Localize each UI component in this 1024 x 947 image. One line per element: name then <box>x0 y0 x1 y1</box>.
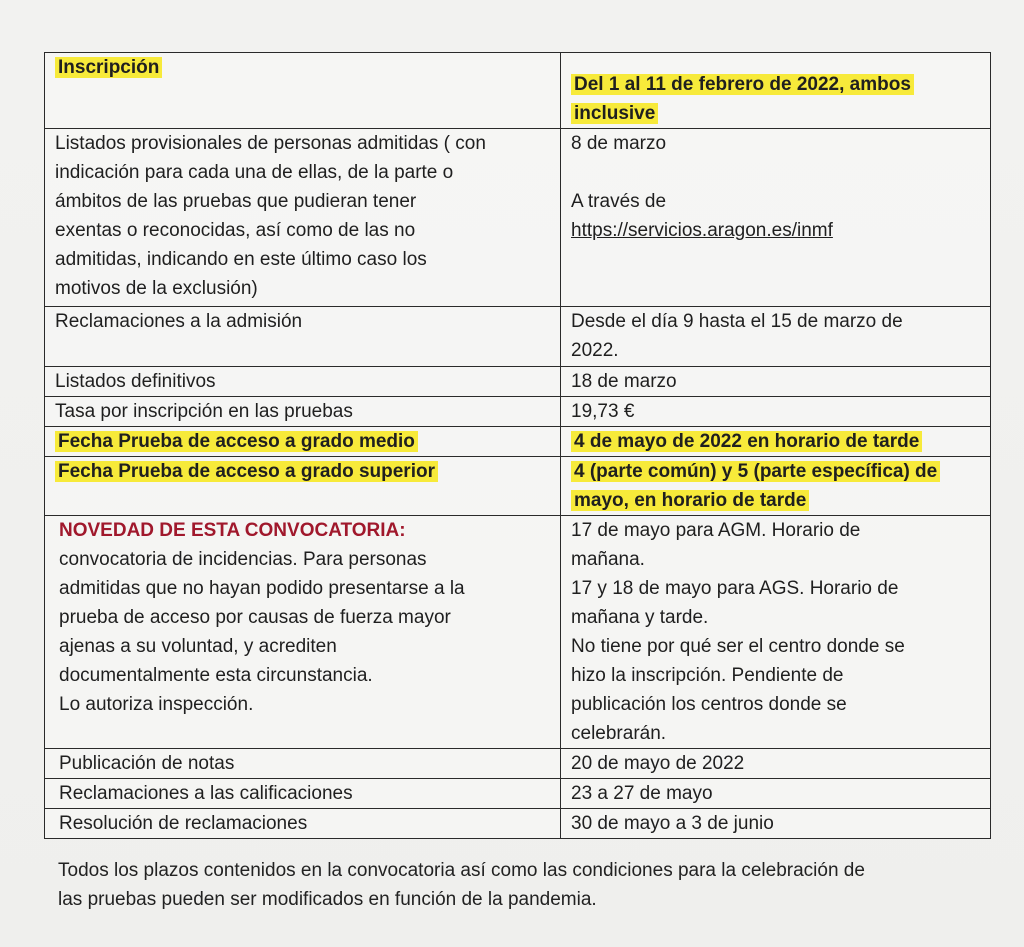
row-tasa <box>45 397 991 427</box>
novedad-value-line: publicación los centros donde se <box>571 694 847 715</box>
publicacion-notas-label: Publicación de notas <box>59 753 235 774</box>
cell-listados-definitivos-value <box>561 367 991 397</box>
cell-grado-medio-label <box>45 427 561 457</box>
row-grado-superior <box>45 457 991 516</box>
listados-provisionales-via: A través de <box>571 191 667 212</box>
novedad-line: ajenas a su voluntad, y acrediten <box>59 636 337 657</box>
cell-listados-provisionales-label <box>45 129 561 307</box>
novedad-value-line: 17 de mayo para AGM. Horario de <box>571 520 861 541</box>
row-reclamaciones-calificaciones <box>45 779 991 809</box>
schedule-document <box>44 52 990 839</box>
grado-medio-value: 4 de mayo de 2022 en horario de tarde <box>571 431 922 452</box>
cell-reclamaciones-admision-value <box>561 307 991 367</box>
row-publicacion-notas <box>45 749 991 779</box>
novedad-line: convocatoria de incidencias. Para personas <box>59 549 427 570</box>
cell-tasa-label <box>45 397 561 427</box>
cell-novedad-label <box>45 516 561 749</box>
cell-resolucion-value <box>561 809 991 839</box>
row-listados-definitivos <box>45 367 991 397</box>
novedad-line: prueba de acceso por causas de fuerza mayor <box>59 607 451 628</box>
footer-line1: Todos los plazos contenidos en la convocatoria así como las condiciones para la celebración de <box>58 860 865 881</box>
reclamaciones-calificaciones-label: Reclamaciones a las calificaciones <box>59 783 353 804</box>
publicacion-notas-value: 20 de mayo de 2022 <box>571 753 745 774</box>
schedule-table <box>44 52 991 839</box>
novedad-value-line: mañana. <box>571 549 645 570</box>
inscripcion-value-line1: Del 1 al 11 de febrero de 2022, ambos <box>571 74 914 95</box>
novedad-value-line: mañana y tarde. <box>571 607 709 628</box>
cell-inscripcion-value <box>561 53 991 129</box>
cell-resolucion-label <box>45 809 561 839</box>
grado-superior-label: Fecha Prueba de acceso a grado superior <box>55 461 438 482</box>
grado-superior-value-line1: 4 (parte común) y 5 (parte específica) de <box>571 461 940 482</box>
footer-line2: las pruebas pueden ser modificados en función de la pandemia. <box>58 889 597 910</box>
listados-definitivos-label: Listados definitivos <box>55 371 216 392</box>
tasa-value: 19,73 € <box>571 401 635 422</box>
cell-tasa-value <box>561 397 991 427</box>
inscripcion-value-line2: inclusive <box>571 103 658 124</box>
grado-superior-value-line2: mayo, en horario de tarde <box>571 490 809 511</box>
grado-medio-label: Fecha Prueba de acceso a grado medio <box>55 431 418 452</box>
cell-grado-superior-label <box>45 457 561 516</box>
footer-note <box>58 856 988 914</box>
listados-provisionales-line: exentas o reconocidas, así como de las no <box>55 220 416 241</box>
cell-publicacion-notas-label <box>45 749 561 779</box>
novedad-line: documentalmente esta circunstancia. <box>59 665 373 686</box>
spacer <box>571 158 984 187</box>
listados-provisionales-line: ámbitos de las pruebas que pudieran tener <box>55 191 417 212</box>
row-novedad <box>45 516 991 749</box>
reclamaciones-admision-value-line2: 2022. <box>571 340 619 361</box>
novedad-value-line: celebrarán. <box>571 723 667 744</box>
reclamaciones-admision-label: Reclamaciones a la admisión <box>55 311 303 332</box>
novedad-line: Lo autoriza inspección. <box>59 694 254 715</box>
listados-definitivos-value: 18 de marzo <box>571 371 677 392</box>
cell-publicacion-notas-value <box>561 749 991 779</box>
row-inscripcion <box>45 53 991 129</box>
cell-reclamaciones-calificaciones-value <box>561 779 991 809</box>
reclamaciones-calificaciones-value: 23 a 27 de mayo <box>571 783 713 804</box>
tasa-label: Tasa por inscripción en las pruebas <box>55 401 353 422</box>
cell-inscripcion-label <box>45 53 561 129</box>
novedad-value-line: 17 y 18 de mayo para AGS. Horario de <box>571 578 899 599</box>
servicios-aragon-link[interactable]: https://servicios.aragon.es/inmf <box>571 220 833 241</box>
listados-provisionales-line: motivos de la exclusión) <box>55 278 258 299</box>
cell-reclamaciones-calificaciones-label <box>45 779 561 809</box>
novedad-value-line: hizo la inscripción. Pendiente de <box>571 665 844 686</box>
cell-listados-definitivos-label <box>45 367 561 397</box>
cell-reclamaciones-admision-label <box>45 307 561 367</box>
inscripcion-label: Inscripción <box>55 57 162 78</box>
listados-provisionales-line: Listados provisionales de personas admitidas ( con <box>55 133 486 154</box>
row-grado-medio <box>45 427 991 457</box>
row-reclamaciones-admision <box>45 307 991 367</box>
cell-novedad-value <box>561 516 991 749</box>
listados-provisionales-line: indicación para cada una de ellas, de la parte o <box>55 162 454 183</box>
cell-grado-medio-value <box>561 427 991 457</box>
resolucion-label: Resolución de reclamaciones <box>59 813 308 834</box>
reclamaciones-admision-value-line1: Desde el día 9 hasta el 15 de marzo de <box>571 311 903 332</box>
resolucion-value: 30 de mayo a 3 de junio <box>571 813 774 834</box>
listados-provisionales-line: admitidas, indicando en este último caso los <box>55 249 427 270</box>
cell-listados-provisionales-value <box>561 129 991 307</box>
cell-grado-superior-value <box>561 457 991 516</box>
listados-provisionales-date: 8 de marzo <box>571 133 667 154</box>
novedad-line: admitidas que no hayan podido presentarse a la <box>59 578 465 599</box>
novedad-title: NOVEDAD DE ESTA CONVOCATORIA: <box>59 520 406 541</box>
row-listados-provisionales <box>45 129 991 307</box>
novedad-value-line: No tiene por qué ser el centro donde se <box>571 636 905 657</box>
row-resolucion <box>45 809 991 839</box>
